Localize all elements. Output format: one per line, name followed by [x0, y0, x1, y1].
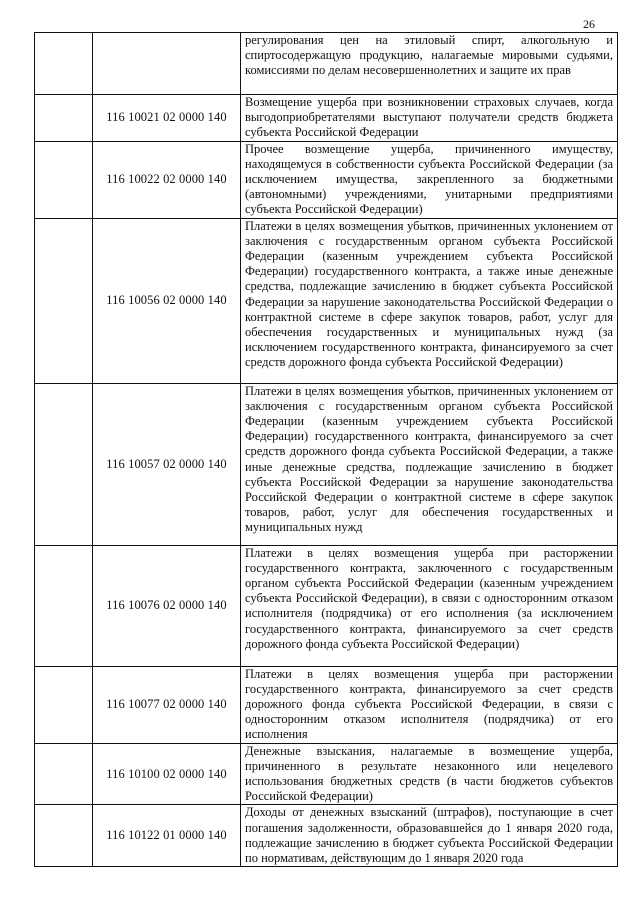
revenue-description: Платежи в целях возмещения ущерба при расторжении государственного контракта, финансируемого за счет средств дорожного фонда субъекта Российской Федерации, в связи с односторонним отказом исполнителя (подрядчика) от его исполнения — [241, 666, 618, 743]
blank-cell — [35, 383, 93, 545]
blank-cell — [35, 545, 93, 666]
revenue-code — [93, 33, 241, 95]
table-row — [35, 95, 618, 142]
table-row — [35, 545, 618, 666]
revenue-code: 116 10021 02 0000 140 — [93, 95, 241, 142]
blank-cell — [35, 218, 93, 383]
revenue-description: Прочее возмещение ущерба, причиненного имуществу, находящемуся в собственности субъекта Российской Федерации (за исключением имущества, закрепленного за бюджетными (автономными) учреждениями, унитарными предприятиями субъекта Российской Федерации) — [241, 141, 618, 218]
revenue-description: регулирования цен на этиловый спирт, алкогольную и спиртосодержащую продукцию, налагаемые мировыми судьями, комиссиями по делам несовершеннолетних и защите их прав — [241, 33, 618, 95]
revenue-code: 116 10057 02 0000 140 — [93, 383, 241, 545]
blank-cell — [35, 33, 93, 95]
revenue-code: 116 10122 01 0000 140 — [93, 805, 241, 867]
table-row — [35, 383, 618, 545]
revenue-code: 116 10077 02 0000 140 — [93, 666, 241, 743]
page-number: 26 — [583, 17, 595, 31]
revenue-code: 116 10056 02 0000 140 — [93, 218, 241, 383]
blank-cell — [35, 95, 93, 142]
blank-cell — [35, 666, 93, 743]
table-row — [35, 743, 618, 805]
revenue-code: 116 10022 02 0000 140 — [93, 141, 241, 218]
revenue-description: Доходы от денежных взысканий (штрафов), поступающие в счет погашения задолженности, образовавшейся до 1 января 2020 года, подлежащие зачислению в бюджет субъекта Российской Федерации по нормативам, действующим до 1 января 2020 года — [241, 805, 618, 867]
revenue-description: Денежные взыскания, налагаемые в возмещение ущерба, причиненного в результате незаконного или нецелевого использования бюджетных средств (в части бюджетов субъектов Российской Федерации) — [241, 743, 618, 805]
revenue-code: 116 10076 02 0000 140 — [93, 545, 241, 666]
revenue-code: 116 10100 02 0000 140 — [93, 743, 241, 805]
table-row — [35, 218, 618, 383]
revenue-description: Платежи в целях возмещения ущерба при расторжении государственного контракта, заключенного с государственным органом субъекта Российской Федерации (казенным учреждением субъекта Российской Федерации), в связи с односторонним отказом исполнителя (подрядчика) от его исполнения (за исключением государственного контракта, финансируемого за счет средств дорожного фонда субъекта Российской Федерации) — [241, 545, 618, 666]
revenue-description: Платежи в целях возмещения убытков, причиненных уклонением от заключения с государственным органом субъекта Российской Федерации (казенным учреждением субъекта Российской Федерации) государственного контракта, а также иные денежные средства, подлежащие зачислению в бюджет субъекта Российской Федерации за нарушение законодательства Российской Федерации о контрактной системе в сфере закупок товаров, работ, услуг для обеспечения государственных и муниципальных нужд (за исключением государственного контракта, финансируемого за счет средств дорожного фонда субъекта Российской Федерации) — [241, 218, 618, 383]
table-row — [35, 33, 618, 95]
blank-cell — [35, 743, 93, 805]
table-row — [35, 666, 618, 743]
table-row — [35, 141, 618, 218]
blank-cell — [35, 805, 93, 867]
revenue-description: Возмещение ущерба при возникновении страховых случаев, когда выгодоприобретателями выступают получатели средств бюджета субъекта Российской Федерации — [241, 95, 618, 142]
table-row — [35, 805, 618, 867]
budget-classification-table — [34, 32, 618, 867]
revenue-description: Платежи в целях возмещения убытков, причиненных уклонением от заключения с государственным органом субъекта Российской Федерации (казенным учреждением субъекта Российской Федерации) государственного контракта, финансируемого за счет средств дорожного фонда субъекта Российской Федерации, а также иные денежные средства, подлежащие зачислению в бюджет субъекта Российской Федерации за нарушение законодательства Российской Федерации о контрактной системе в сфере закупок товаров, работ, услуг для обеспечения государственных и муниципальных нужд — [241, 383, 618, 545]
blank-cell — [35, 141, 93, 218]
